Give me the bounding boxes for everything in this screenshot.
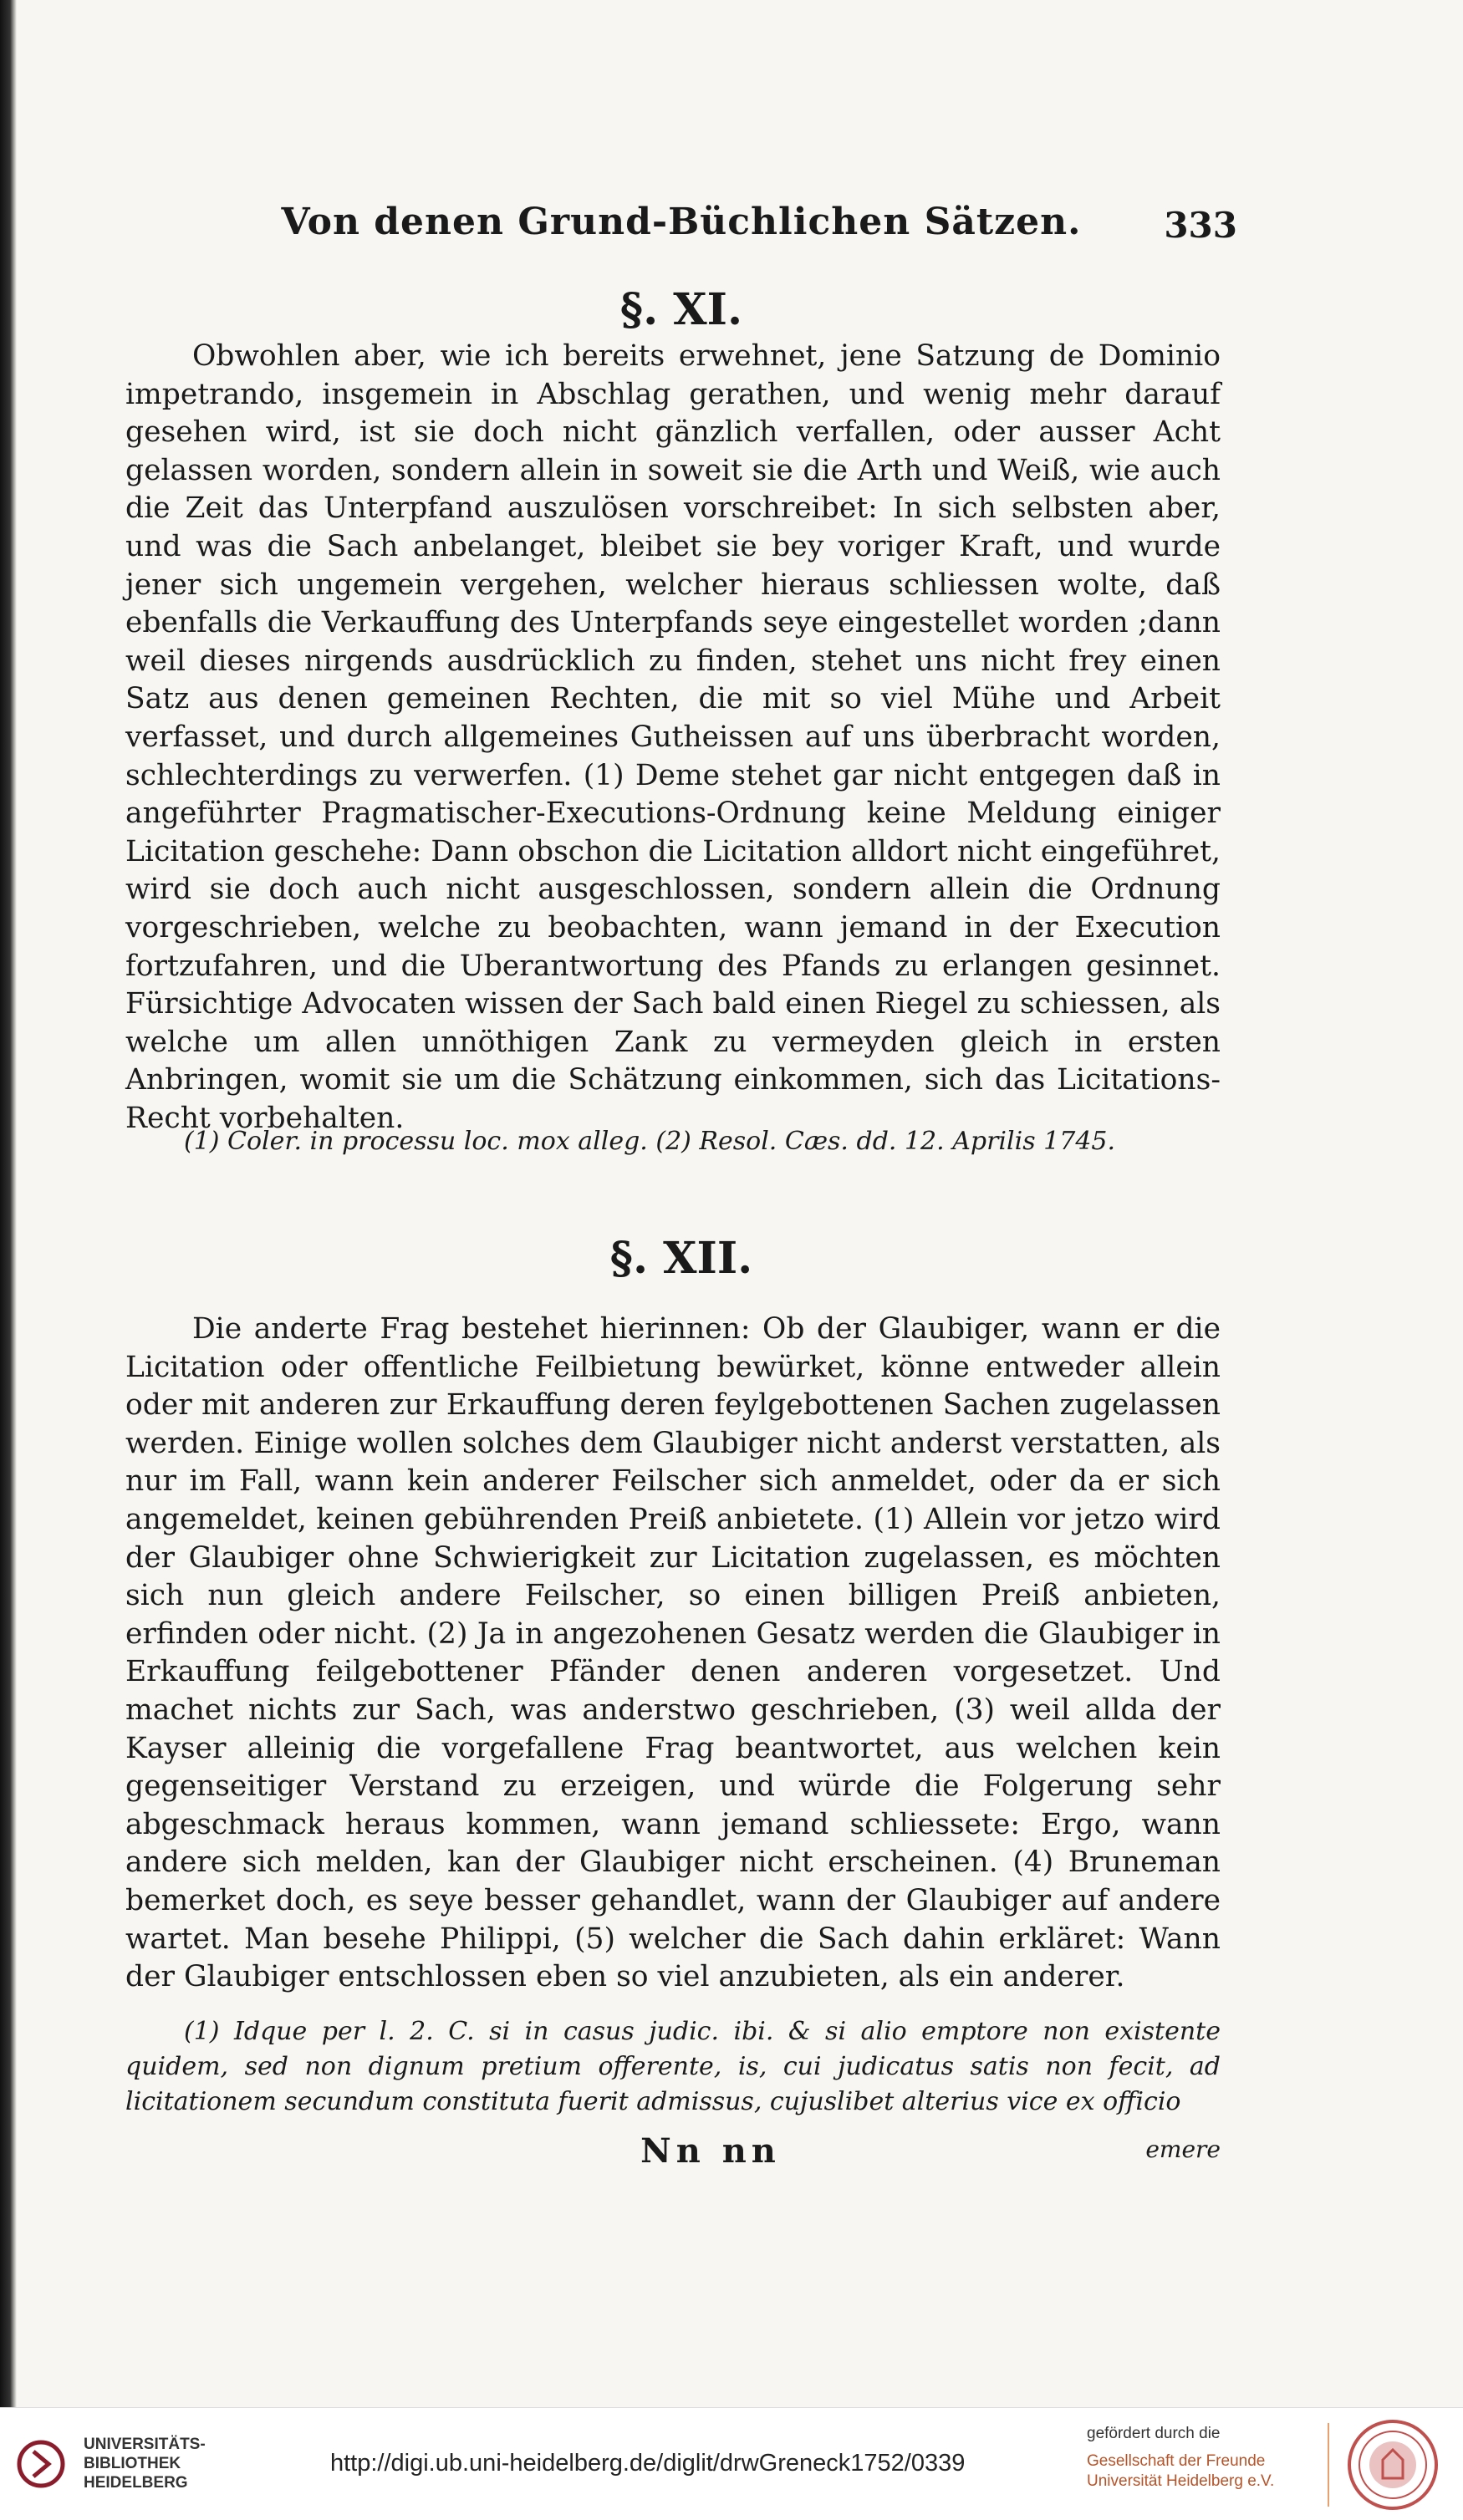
university-seal-icon xyxy=(1346,2418,1440,2512)
catchword: emere xyxy=(1145,2136,1221,2163)
sponsor-label: gefördert durch die xyxy=(1087,2425,1221,2442)
section-xi-body xyxy=(125,338,1221,1138)
university-library-logo-icon xyxy=(17,2440,65,2488)
signature-mark: Nn nn xyxy=(640,2131,781,2171)
library-name-line-1: UNIVERSITÄTS- xyxy=(84,2436,206,2453)
sponsor-name-line-2: Universität Heidelberg e.V. xyxy=(1087,2472,1275,2490)
sponsor-name xyxy=(1087,2451,1274,2492)
section-heading-xi: §. XI. xyxy=(619,284,743,335)
library-name-line-2: BIBLIOTHEK xyxy=(84,2455,181,2472)
footer-divider xyxy=(1328,2423,1329,2507)
section-xii-body xyxy=(125,1311,1221,1997)
viewer-footer xyxy=(0,2407,1463,2520)
running-head: Von denen Grund-Büchlichen Sätzen. xyxy=(281,201,1082,243)
sponsor-name-line-1: Gesellschaft der Freunde xyxy=(1087,2452,1266,2470)
library-name xyxy=(84,2435,206,2492)
section-heading-xii: §. XII. xyxy=(609,1233,753,1284)
book-spine-shadow xyxy=(0,0,17,2407)
section-xii-footnote: (1) Idque per l. 2. C. si in casus judic. ibi. & si alio emptore non existente quidem, sed non dignum pretium offerente, is, cui judicatus satis non fecit, ad licitationem secundum constituta fuerit admissus, cujuslibet alterius vice ex officio xyxy=(125,2017,1221,2116)
page-number: 333 xyxy=(1164,205,1237,246)
section-xi-footnote: (1) Coler. in processu loc. mox alleg. (2) Resol. Cæs. dd. 12. Aprilis 1745. xyxy=(184,1127,1116,1156)
permalink-url[interactable]: http://digi.ub.uni-heidelberg.de/diglit/drwGreneck1752/0339 xyxy=(330,2450,966,2477)
section-xii-paragraph: Die anderte Frag bestehet hierinnen: Ob der Glaubiger, wann er die Licitation oder offentliche Feilbietung bewürket, könne entweder allein oder mit anderen zur Erkauffung deren feylgebottenen Sachen zugelassen werden. Einige wollen solches dem Glaubiger nicht anderst verstatten, als nur im Fall, wann kein anderer Feilscher sich anmeldet, oder da er sich angemeldet, keinen gebührenden Preiß anbietete. (1) Allein vor jetzo wird der Glaubiger ohne Schwierigkeit zur Licitation zugelassen, es möchten sich nun gleich andere Feilscher, so einen billigen Preiß anbieten, erfinden oder nicht. (2) Ja in angezohenen Gesatz werden die Glaubiger in Erkauffung feilgebottener Pfänder denen anderen vorgesetzet. Und machet nichts zur Sach, was anderstwo geschrieben, (3) weil allda der Kayser alleinig die vorgefallene Frag beantwortet, aus welchen kein gegenseitiger Verstand zu erzeigen, und würde die Folgerung sehr abgeschmack heraus kommen, wann jemand schliessete: Ergo, wann andere sich melden, kan der Glaubiger nicht erscheinen. (4) Bruneman bemerket doch, es seye besser gehandlet, wann der Glaubiger auf andere wartet. Man besehe Philippi, (5) welcher die Sach dahin erkläret: Wann der Glaubiger entschlossen eben so viel anzubieten, als ein anderer. xyxy=(125,1312,1221,1994)
section-xi-paragraph: Obwohlen aber, wie ich bereits erwehnet, jene Satzung de Dominio impetrando, insgemein in Abschlag gerathen, und wenig mehr darauf gesehen wird, ist sie doch nicht gänzlich verfallen, oder ausser Acht gelassen worden, sondern allein in soweit sie die Arth und Weiß, wie auch die Zeit das Unterpfand auszulösen vorschreibet: In sich selbsten aber, und was die Sach anbelanget, bleibet sie bey voriger Kraft, und wurde jener sich ungemein vergehen, welcher hieraus schliessen wolte, daß ebenfalls die Verkauffung des Unterpfands seye eingestellet worden ;dann weil dieses nirgends ausdrücklich zu finden, stehet uns nicht frey einen Satz aus denen gemeinen Rechten, die mit so viel Mühe und Arbeit verfasset, und durch allgemeines Gutheissen auf uns überbracht worden, schlechterdings zu verwerfen. (1) Deme stehet gar nicht entgegen daß in angeführter Pragmatischer-Executions-Ordnung keine Meldung einiger Licitation geschehe: Dann obschon die Licitation alldort nicht eingeführet, wird sie doch auch nicht ausgeschlossen, sondern allein die Ordnung vorgeschrieben, welche zu beobachten, wann jemand in der Execution fortzufahren, und die Uberantwortung des Pfands zu erlangen gesinnet. Fürsichtige Advocaten wissen der Sach bald einen Riegel zu schiessen, als welche um allen unnöthigen Zank zu vermeyden gleich in ersten Anbringen, womit sie um die Schätzung einkommen, sich das Licitations-Recht vorbehalten. xyxy=(125,339,1221,1135)
library-name-line-3: HEIDELBERG xyxy=(84,2474,188,2492)
